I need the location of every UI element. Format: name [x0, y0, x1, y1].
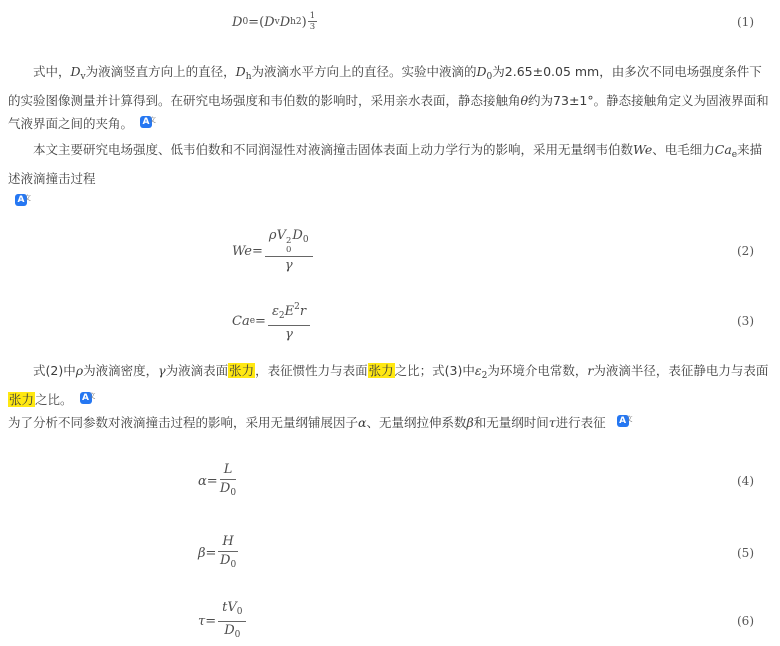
- math-variable: β: [198, 545, 206, 561]
- math-operator: =: [248, 14, 260, 30]
- text-run: 之比。: [35, 392, 73, 407]
- math-variable: α: [198, 473, 207, 489]
- math-subscript: 0: [302, 235, 309, 245]
- math-variable: D: [219, 480, 231, 496]
- equation-2-number: (2): [737, 244, 754, 258]
- text-run: 和无量纲时间: [473, 415, 549, 430]
- math-variable: γ: [285, 327, 293, 342]
- math-variable: Ca: [714, 142, 732, 157]
- math-subscript: 0: [242, 17, 249, 27]
- text-run: 本文主要研究电场强度、低韦伯数和不同润湿性对液滴撞击固体表面上动力学行为的影响，采用无量纲韦伯数: [33, 142, 634, 157]
- math-subsup: [286, 237, 291, 255]
- translate-icon-glyph: 文: [88, 392, 96, 400]
- math-variable: γ: [284, 258, 293, 273]
- text-run: 为2.65±0.05 mm，由多次不同电场强度条件下的实验图像测量并计算得到。在研究电场强度和韦伯数的影响时，采用亲水表面，静态接触角: [8, 64, 762, 108]
- math-variable: V: [276, 228, 286, 243]
- math-variable: H: [222, 533, 234, 549]
- math-variable: t: [222, 599, 228, 615]
- fraction: [265, 228, 313, 274]
- math-variable: E: [284, 304, 295, 319]
- math-subscript: 0: [230, 487, 237, 498]
- math-variable: β: [466, 415, 474, 430]
- math-variable: V: [227, 599, 237, 615]
- math-variable: D: [220, 552, 231, 568]
- math-subscript: 0: [230, 559, 237, 570]
- math-operator: =: [205, 545, 217, 561]
- equation-6-math: [198, 600, 248, 643]
- equation-5-math: [198, 534, 240, 573]
- fraction-denominator: [218, 622, 246, 643]
- math-operator: (: [259, 14, 265, 30]
- fraction-numerator: [220, 462, 237, 480]
- fraction: [220, 462, 237, 501]
- math-variable: D: [224, 622, 235, 638]
- text-run: 约为73±1°。静态接触角定义为固液界面和气液界面之间的夹角。: [8, 93, 769, 131]
- math-variable: r: [587, 363, 594, 378]
- highlighted-text: 张力: [368, 363, 394, 378]
- math-subscript: 2: [481, 371, 488, 381]
- text-run: 式(2)中: [33, 363, 76, 378]
- equation-3-number: (3): [737, 314, 754, 328]
- fraction: [268, 299, 310, 343]
- equation-1-math: [232, 12, 319, 32]
- fraction-numerator: [218, 534, 237, 552]
- translate-icon[interactable]: [617, 415, 633, 429]
- math-superscript: 2: [294, 302, 300, 312]
- text-run: 、电毛细力: [652, 142, 715, 157]
- math-variable: L: [223, 461, 233, 477]
- translate-icon[interactable]: [80, 392, 96, 406]
- fraction-denominator: [220, 480, 237, 501]
- translate-icon-letter: A: [140, 116, 152, 128]
- math-variable: θ: [520, 93, 529, 108]
- math-variable: We: [232, 243, 252, 259]
- equation-2-math: [232, 228, 315, 274]
- text-run: 式中，: [33, 64, 71, 79]
- text-run: 、无量纲拉伸系数: [366, 415, 467, 430]
- math-operator: =: [206, 473, 218, 489]
- equation-3: [8, 295, 772, 347]
- math-subscript: v: [80, 72, 86, 82]
- fraction-denominator: [218, 552, 237, 573]
- equation-4-math: [198, 462, 238, 501]
- math-variable: D: [232, 14, 243, 30]
- highlighted-text: 张力: [9, 392, 35, 407]
- math-variable: ρ: [75, 363, 84, 378]
- translate-icon-glyph: 文: [24, 194, 31, 202]
- text-run: 为液滴竖直方向上的直径，: [85, 64, 236, 79]
- math-variable: α: [358, 415, 367, 430]
- text-run: 为液滴密度，: [83, 363, 159, 378]
- math-operator: =: [252, 243, 263, 259]
- math-subscript: 0: [236, 606, 243, 617]
- equation-2: [8, 225, 772, 277]
- math-subscript: e: [249, 316, 256, 326]
- math-variable: r: [299, 304, 307, 319]
- math-subscript: e: [731, 150, 738, 160]
- math-variable: D: [70, 64, 81, 79]
- text-run: 为了分析不同参数对液滴撞击过程的影响，采用无量纲铺展因子: [8, 415, 359, 430]
- math-variable: D: [476, 64, 487, 79]
- equation-4: [8, 456, 772, 506]
- fraction-denominator: [268, 326, 310, 343]
- text-run: 为液滴表面: [165, 363, 229, 378]
- fraction-numerator: [218, 600, 246, 622]
- math-variable: D: [279, 14, 291, 30]
- equation-6: [8, 596, 772, 646]
- math-subscript: 0: [234, 629, 241, 640]
- equation-5-number: (5): [737, 546, 754, 560]
- math-operator: =: [205, 613, 217, 629]
- paragraph-3: [8, 359, 772, 434]
- math-superscript: 2: [295, 17, 302, 27]
- fraction-numerator: [268, 299, 310, 326]
- math-variable: ε: [271, 304, 279, 319]
- math-superscript: 2: [285, 236, 292, 246]
- equation-5: [8, 528, 772, 578]
- text-run: 为环境介电常数，: [487, 363, 588, 378]
- text-run: ，表征惯性力与表面: [255, 363, 368, 378]
- math-operator: =: [255, 313, 266, 329]
- math-subscript: 0: [486, 72, 493, 82]
- math-variable: D: [235, 64, 246, 79]
- math-subscript: v: [274, 17, 280, 27]
- fraction-denominator: [265, 257, 313, 274]
- text-run: 之比；式(3)中: [394, 363, 475, 378]
- equation-3-math: [232, 299, 312, 343]
- math-variable: Ca: [232, 313, 250, 329]
- translate-icon-letter: A: [15, 194, 27, 206]
- math-subscript: 0: [285, 245, 292, 255]
- text-run: 为液滴半径，表征静电力与表面: [593, 363, 769, 378]
- paragraph-2: [8, 138, 772, 213]
- exponent-fraction: [308, 12, 317, 32]
- translate-icon-glyph: 文: [149, 116, 157, 124]
- fraction-numerator: [308, 12, 317, 22]
- equation-6-number: (6): [737, 614, 754, 628]
- math-variable: ρ: [268, 228, 277, 243]
- text-run: 为液滴水平方向上的直径。实验中液滴的: [251, 64, 477, 79]
- translate-icon-letter: A: [617, 415, 629, 427]
- translate-icon[interactable]: [140, 116, 156, 130]
- fraction: [218, 534, 237, 573]
- fraction-denominator: [308, 22, 317, 32]
- equation-1-number: (1): [737, 15, 754, 29]
- fraction-numerator: [265, 228, 313, 257]
- math-operator: ): [301, 14, 307, 30]
- math-variable: D: [292, 228, 303, 243]
- equation-4-number: (4): [737, 474, 754, 488]
- math-variable: D: [264, 14, 275, 30]
- math-variable: τ: [198, 613, 206, 629]
- translate-icon-glyph: 文: [625, 415, 633, 423]
- translate-icon[interactable]: [15, 194, 31, 208]
- fraction: [218, 600, 246, 643]
- math-operator: 3: [309, 22, 316, 32]
- math-subscript: h: [290, 17, 296, 27]
- math-subscript: h: [245, 72, 252, 82]
- math-variable: We: [633, 142, 653, 157]
- math-variable: ε: [474, 363, 482, 378]
- highlighted-text: 张力: [229, 363, 255, 378]
- math-subscript: 2: [278, 311, 285, 321]
- math-operator: 1: [309, 11, 316, 21]
- math-variable: τ: [548, 415, 556, 430]
- text-run: 进行表征: [555, 415, 610, 430]
- equation-1: [8, 6, 772, 38]
- text-run: 来描述液滴撞击过程: [8, 142, 763, 186]
- paragraph-1: [8, 60, 772, 135]
- translate-icon-letter: A: [80, 392, 92, 404]
- math-variable: γ: [158, 363, 166, 378]
